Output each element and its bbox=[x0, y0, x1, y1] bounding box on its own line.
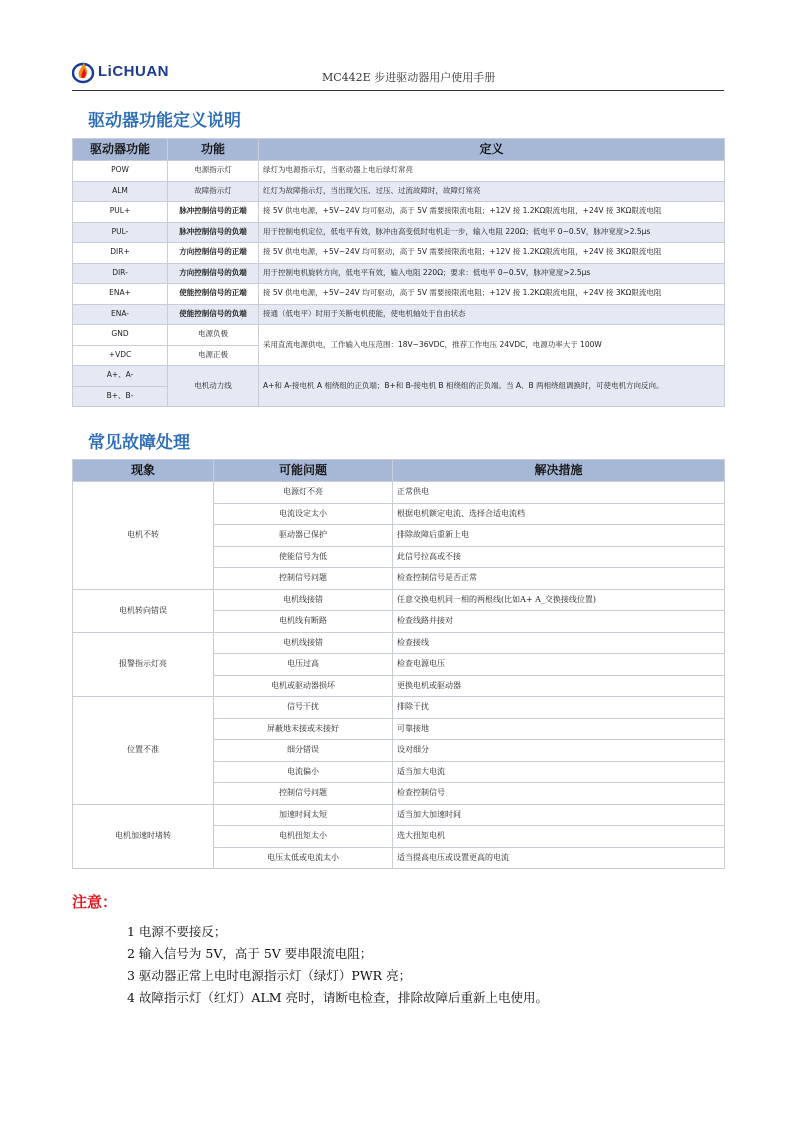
pin-function: 使能控制信号的负端 bbox=[168, 304, 259, 325]
table-header-row bbox=[73, 460, 725, 482]
pin-function: 方向控制信号的正端 bbox=[168, 243, 259, 264]
pin-definition: 用于控制电机旋转方向，低电平有效，输入电阻 220Ω；要求：低电平 0~0.5V，脉冲宽度>2.5μs bbox=[259, 263, 725, 284]
column-header: 可能问题 bbox=[214, 460, 393, 482]
table-row bbox=[73, 304, 725, 325]
table-row bbox=[73, 482, 725, 504]
pin-definition: 绿灯为电源指示灯，当驱动器上电后绿灯常亮 bbox=[259, 161, 725, 182]
table-row bbox=[73, 202, 725, 223]
solution: 设对细分 bbox=[393, 740, 725, 762]
pin-name: ENA- bbox=[73, 304, 168, 325]
cause: 驱动器已保护 bbox=[214, 525, 393, 547]
pin-function: 方向控制信号的负端 bbox=[168, 263, 259, 284]
cause: 电机扭矩太小 bbox=[214, 826, 393, 848]
pin-function: 脉冲控制信号的负端 bbox=[168, 222, 259, 243]
pin-definition: 接通（低电平）时用于关断电机使能，使电机轴处于自由状态 bbox=[259, 304, 725, 325]
column-header: 现象 bbox=[73, 460, 214, 482]
cause: 屏蔽地未接或未接好 bbox=[214, 718, 393, 740]
pin-name: DIR- bbox=[73, 263, 168, 284]
solution: 适当提高电压或设置更高的电流 bbox=[393, 847, 725, 869]
pin-name: B+、B- bbox=[73, 386, 168, 407]
table-row bbox=[73, 181, 725, 202]
pin-definition: 接 5V 供电电源，+5V~24V 均可驱动，高于 5V 需要接限流电阻；+12V 接 1.2KΩ限流电阻，+24V 接 3KΩ限流电阻 bbox=[259, 202, 725, 223]
solution: 检查电源电压 bbox=[393, 654, 725, 676]
column-header: 功能 bbox=[168, 139, 259, 161]
solution: 更换电机或驱动器 bbox=[393, 675, 725, 697]
section-title-functions: 驱动器功能定义说明 bbox=[88, 111, 241, 131]
cause: 电流偏小 bbox=[214, 761, 393, 783]
solution: 检查控制信号是否正常 bbox=[393, 568, 725, 590]
brand-name: LiCHUAN bbox=[98, 63, 169, 80]
pin-name: PUL+ bbox=[73, 202, 168, 223]
cause: 控制信号问题 bbox=[214, 783, 393, 805]
table-row bbox=[73, 284, 725, 305]
table-row bbox=[73, 161, 725, 182]
solution: 检查控制信号 bbox=[393, 783, 725, 805]
symptom: 电机不转 bbox=[73, 482, 214, 590]
column-header: 定义 bbox=[259, 139, 725, 161]
pin-name: POW bbox=[73, 161, 168, 182]
table-row bbox=[73, 632, 725, 654]
table-row bbox=[73, 366, 725, 387]
pin-function: 使能控制信号的正端 bbox=[168, 284, 259, 305]
solution: 检查线路并接对 bbox=[393, 611, 725, 633]
notes-title: 注意： bbox=[72, 893, 118, 911]
pin-name: DIR+ bbox=[73, 243, 168, 264]
table-row bbox=[73, 263, 725, 284]
solution: 排除干扰 bbox=[393, 697, 725, 719]
solution: 可靠接地 bbox=[393, 718, 725, 740]
solution: 正常供电 bbox=[393, 482, 725, 504]
pin-definition: 接 5V 供电电源，+5V~24V 均可驱动，高于 5V 需要接限流电阻；+12V 接 1.2KΩ限流电阻，+24V 接 3KΩ限流电阻 bbox=[259, 284, 725, 305]
pin-function: 电源负极 bbox=[168, 325, 259, 346]
document-title: MC442E 步进驱动器用户使用手册 bbox=[322, 71, 496, 84]
cause: 细分错误 bbox=[214, 740, 393, 762]
page-header bbox=[72, 56, 724, 91]
note-item: 2 输入信号为 5V，高于 5V 要串限流电阻； bbox=[127, 946, 373, 961]
column-header: 解决措施 bbox=[393, 460, 725, 482]
pin-function: 电机动力线 bbox=[168, 366, 259, 407]
table-header-row bbox=[73, 139, 725, 161]
cause: 电压太低或电流太小 bbox=[214, 847, 393, 869]
note-item: 4 故障指示灯（红灯）ALM 亮时，请断电检查，排除故障后重新上电使用。 bbox=[127, 990, 549, 1005]
pin-definition: 红灯为故障指示灯，当出现欠压、过压、过流故障时，故障灯常亮 bbox=[259, 181, 725, 202]
cause: 电压过高 bbox=[214, 654, 393, 676]
pin-function: 脉冲控制信号的正端 bbox=[168, 202, 259, 223]
pin-name: ENA+ bbox=[73, 284, 168, 305]
symptom: 电机加速时堵转 bbox=[73, 804, 214, 869]
symptom: 报警指示灯亮 bbox=[73, 632, 214, 697]
symptom: 电机转向错误 bbox=[73, 589, 214, 632]
pin-function: 电源正极 bbox=[168, 345, 259, 366]
pin-definition: 用于控制电机定位，低电平有效，脉冲由高变低时电机走一步，输入电阻 220Ω；低电平 0~0.5V，脉冲宽度>2.5μs bbox=[259, 222, 725, 243]
note-item: 3 驱动器正常上电时电源指示灯（绿灯）PWR 亮； bbox=[127, 968, 412, 983]
solution: 检查接线 bbox=[393, 632, 725, 654]
note-item: 1 电源不要接反； bbox=[127, 924, 227, 939]
pin-name: A+、A- bbox=[73, 366, 168, 387]
cause: 信号干扰 bbox=[214, 697, 393, 719]
pin-definition: A+和 A-接电机 A 相绕组的正负端；B+和 B-接电机 B 相绕组的正负端。当 A、B 两相绕组调换时，可使电机方向反向。 bbox=[259, 366, 725, 407]
cause: 电流设定太小 bbox=[214, 503, 393, 525]
function-definition-table bbox=[72, 138, 725, 407]
notes-list bbox=[127, 921, 548, 1009]
table-row bbox=[73, 804, 725, 826]
pin-definition: 采用直流电源供电，工作输入电压范围：18V~36VDC，推荐工作电压 24VDC，电源功率大于 100W bbox=[259, 325, 725, 366]
cause: 电机线有断路 bbox=[214, 611, 393, 633]
table-row bbox=[73, 222, 725, 243]
symptom: 位置不准 bbox=[73, 697, 214, 805]
pin-function: 故障指示灯 bbox=[168, 181, 259, 202]
column-header: 驱动器功能 bbox=[73, 139, 168, 161]
solution: 适当加大电流 bbox=[393, 761, 725, 783]
pin-name: ALM bbox=[73, 181, 168, 202]
solution: 任意交换电机同一相的两根线(比如A+ A_交换接线位置) bbox=[393, 589, 725, 611]
table-row bbox=[73, 589, 725, 611]
solution: 根据电机额定电流、选择合适电流档 bbox=[393, 503, 725, 525]
solution: 排除故障后重新上电 bbox=[393, 525, 725, 547]
section-title-faults: 常见故障处理 bbox=[88, 433, 190, 453]
cause: 电机线接错 bbox=[214, 589, 393, 611]
pin-definition: 接 5V 供电电源，+5V~24V 均可驱动，高于 5V 需要接限流电阻；+12V 接 1.2KΩ限流电阻，+24V 接 3KΩ限流电阻 bbox=[259, 243, 725, 264]
pin-function: 电源指示灯 bbox=[168, 161, 259, 182]
cause: 电机或驱动器损坏 bbox=[214, 675, 393, 697]
cause: 使能信号为低 bbox=[214, 546, 393, 568]
fault-troubleshooting-table bbox=[72, 459, 725, 869]
pin-name: +VDC bbox=[73, 345, 168, 366]
table-row bbox=[73, 325, 725, 346]
table-row bbox=[73, 243, 725, 264]
solution: 选大扭矩电机 bbox=[393, 826, 725, 848]
cause: 电机线接错 bbox=[214, 632, 393, 654]
solution: 此信号拉高或不接 bbox=[393, 546, 725, 568]
pin-name: PUL- bbox=[73, 222, 168, 243]
cause: 加速时间太短 bbox=[214, 804, 393, 826]
cause: 电源灯不亮 bbox=[214, 482, 393, 504]
solution: 适当加大加速时间 bbox=[393, 804, 725, 826]
table-row bbox=[73, 697, 725, 719]
cause: 控制信号问题 bbox=[214, 568, 393, 590]
pin-name: GND bbox=[73, 325, 168, 346]
